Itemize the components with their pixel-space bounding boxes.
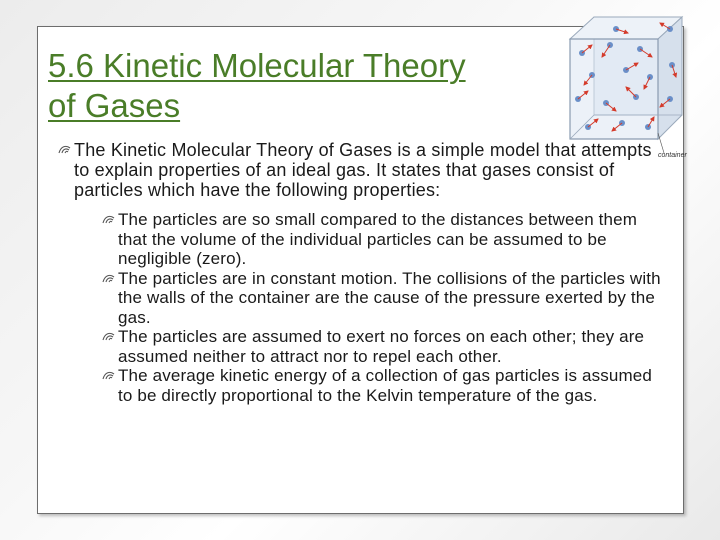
swirl-bullet-icon (102, 369, 116, 381)
container-right-face (658, 17, 682, 139)
slide-title (48, 46, 548, 126)
list-item (102, 366, 668, 405)
property-text: The particles are assumed to exert no forces on each other; they are assumed neither to attract nor to repel each other. (118, 327, 645, 366)
property-text: The particles are so small compared to the distances between them that the volume of the individual particles can be assumed to be negligible (zero). (118, 210, 638, 268)
title-line-1: 5.6 Kinetic Molecular Theory (48, 47, 466, 84)
property-text: The average kinetic energy of a collection of gas particles is assumed to be directly proportional to the Kelvin temperature of the gas. (118, 366, 652, 405)
swirl-bullet-icon (102, 213, 116, 225)
list-item (102, 210, 668, 269)
property-text: The particles are in constant motion. The collisions of the particles with the walls of the container are the cause of the pressure exerted by the gas. (118, 268, 661, 327)
title-line-2: of Gases (48, 87, 181, 124)
list-item (102, 269, 668, 328)
swirl-bullet-icon (102, 272, 116, 284)
container-label: container (658, 152, 687, 159)
intro-bullet (58, 140, 668, 200)
intro-text: The Kinetic Molecular Theory of Gases is a simple model that attempts to explain properties of an ideal gas. It states that gases consist of particles which have the following properties: (74, 140, 652, 200)
slide-body (58, 140, 668, 405)
swirl-bullet-icon (58, 143, 72, 155)
properties-list (58, 210, 668, 405)
list-item (102, 327, 668, 366)
swirl-bullet-icon (102, 330, 116, 342)
